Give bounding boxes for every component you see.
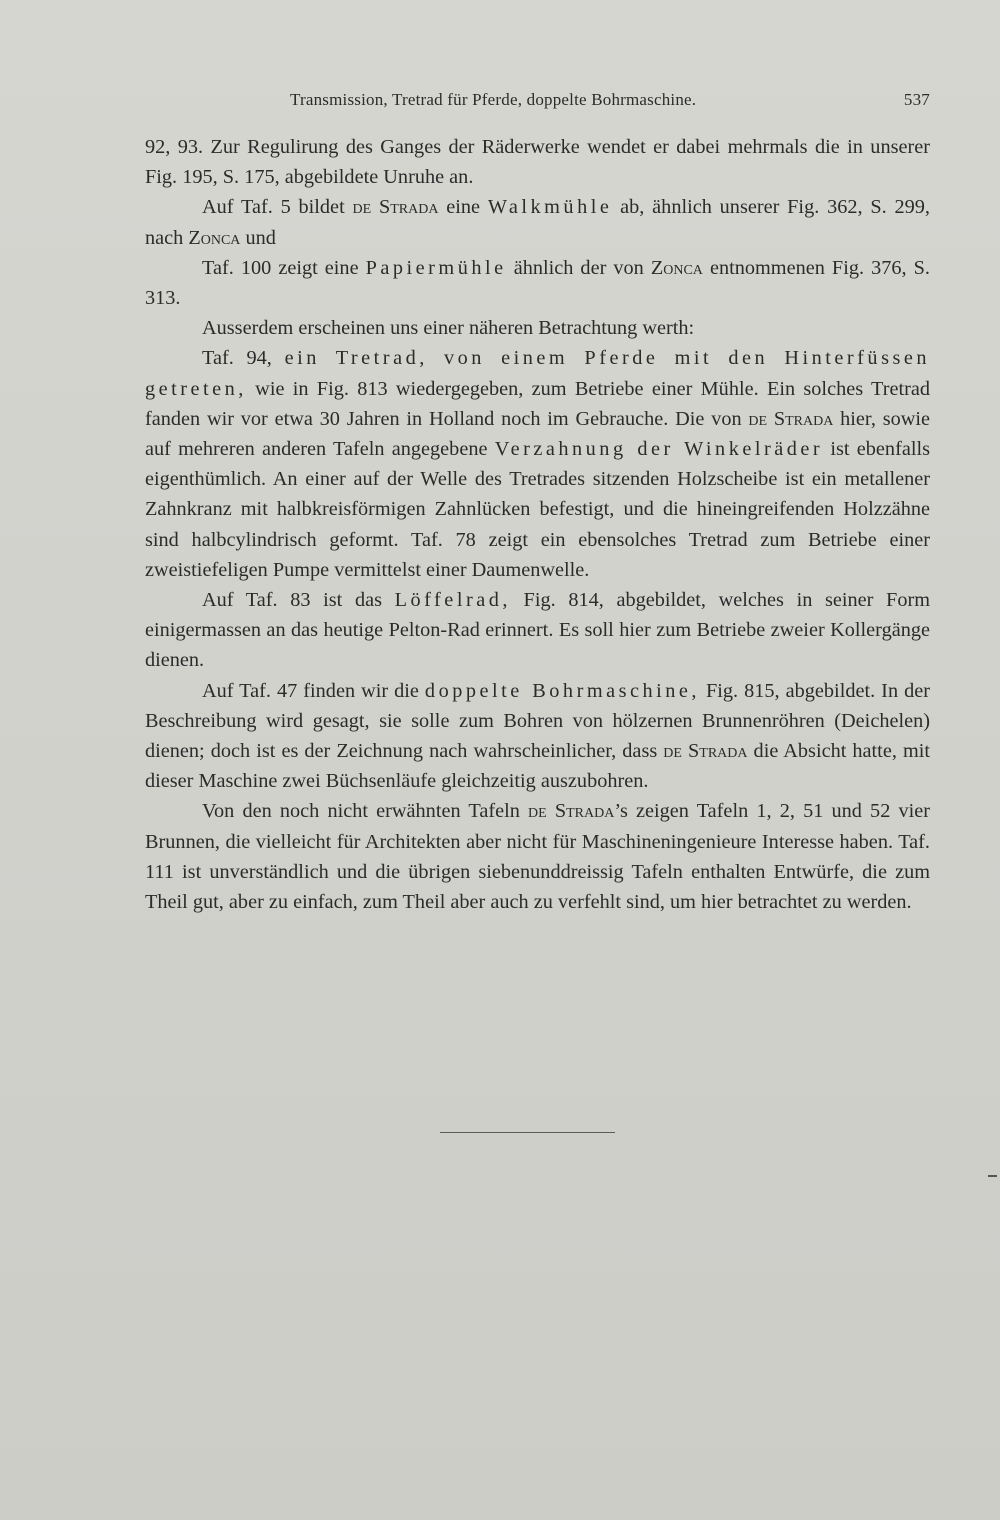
paragraph [145,132,930,192]
text-run: ähnlich der von [506,256,651,279]
text-run: Auf Taf. 5 bildet [202,196,353,219]
small-caps-name: de Strada [528,800,615,823]
small-caps-name: Zonca [650,256,703,279]
text-run: Fig. 815, abgebildet. In der Beschreibung wird gesagt, sie solle zum Bohren von hölzernen Brunnenröhren (Deichelen) dienen; doch ist es der Zeichnung nach wahrscheinlicher, dass [145,679,930,763]
text-run: ’s zeigen Tafeln 1, 2, 51 und 52 vier Brunnen, die vielleicht für Architekten aber nicht für Maschineningenieure Interesse haben. Taf. 111 ist unverständlich und die übrigen siebenunddreissig Tafeln enthalten Entwürfe, die zum Theil gut, aber zu einfach, zum Theil aber auch zu verfehlt sind, um hier betrachtet zu werden. [145,800,931,914]
text-run: 92, 93. Zur Regulirung des Ganges der Räderwerke wendet er dabei mehrmals die in unserer Fig. 195, S. 175, abgebildete Unruhe an. [145,136,930,189]
paragraph [145,343,930,585]
text-run: Fig. 814, abgebildet, welches in seiner Form einigermassen an das heutige Pelton-Rad erinnert. Es soll hier zum Betriebe zweier Kollergänge dienen. [145,589,930,672]
paragraph [145,192,930,252]
spaced-term: Walkmühle [487,196,613,219]
text-run: hier, sowie auf mehreren anderen Tafeln angegebene [145,407,931,461]
text-run: Ausserdem erscheinen uns einer näheren Betrachtung werth: [202,317,695,340]
small-caps-name: de Strada [663,740,748,763]
spaced-term: Verzahnung der Winkelräder [494,438,824,461]
spaced-term: ein Tretrad, von einem Pferde mit den Hinterfüssen getreten, [145,347,930,400]
body-text [145,132,930,917]
small-caps-name: de Strada [748,407,834,430]
spaced-term: Löffelrad, [394,589,511,612]
text-run: und [240,226,276,249]
edge-mark [988,1175,997,1177]
text-run: eine [438,196,488,219]
running-title: Transmission, Tretrad für Pferde, doppelte Bohrmaschine. [290,90,697,109]
text-run: Auf Taf. 83 ist das [202,589,395,612]
text-run: Taf. 94, [202,347,285,370]
text-run: ist ebenfalls eigenthümlich. An einer auf der Welle des Tretrades sitzenden Holzscheibe ist ein metallener Zahnkranz mit halbkreisförmigen Zahnlücken befestigt, und die hineingreifenden Holzzähne sind halbcylindrisch geformt. Taf. 78 zeigt ein ebensolches Tretrad zum Betriebe einer zweistiefeligen Pumpe vermittelst einer Daumenwelle. [145,438,930,581]
paragraph [145,676,930,797]
text-run: die Absicht hatte, mit dieser Maschine zwei Büchsenläufe gleichzeitig auszubohren. [145,740,930,793]
text-run: Taf. 100 zeigt eine [202,256,366,279]
small-caps-name: de Strada [352,196,439,219]
paragraph [145,253,930,313]
running-head [145,90,930,114]
text-run: Auf Taf. 47 finden wir die [202,679,425,702]
paragraph [145,313,930,343]
text-run: entnommenen Fig. 376, S. 313. [145,256,930,310]
page-number: 537 [903,90,930,109]
spaced-term: Papiermühle [365,256,507,279]
paragraph [145,585,930,676]
paragraph [145,796,930,917]
section-end-rule [440,1132,615,1133]
small-caps-name: Zonca [188,226,241,249]
text-run: ab, ähnlich unserer Fig. 362, S. 299, nach [145,196,931,249]
text-run: wie in Fig. 813 wiedergegeben, zum Betriebe einer Mühle. Ein solches Tretrad fanden wir vor etwa 30 Jahren in Holland noch im Gebrauche. Die von [145,377,930,430]
spaced-term: doppelte Bohrmaschine, [424,679,700,702]
text-run: Von den noch nicht erwähnten Tafeln [202,800,529,823]
